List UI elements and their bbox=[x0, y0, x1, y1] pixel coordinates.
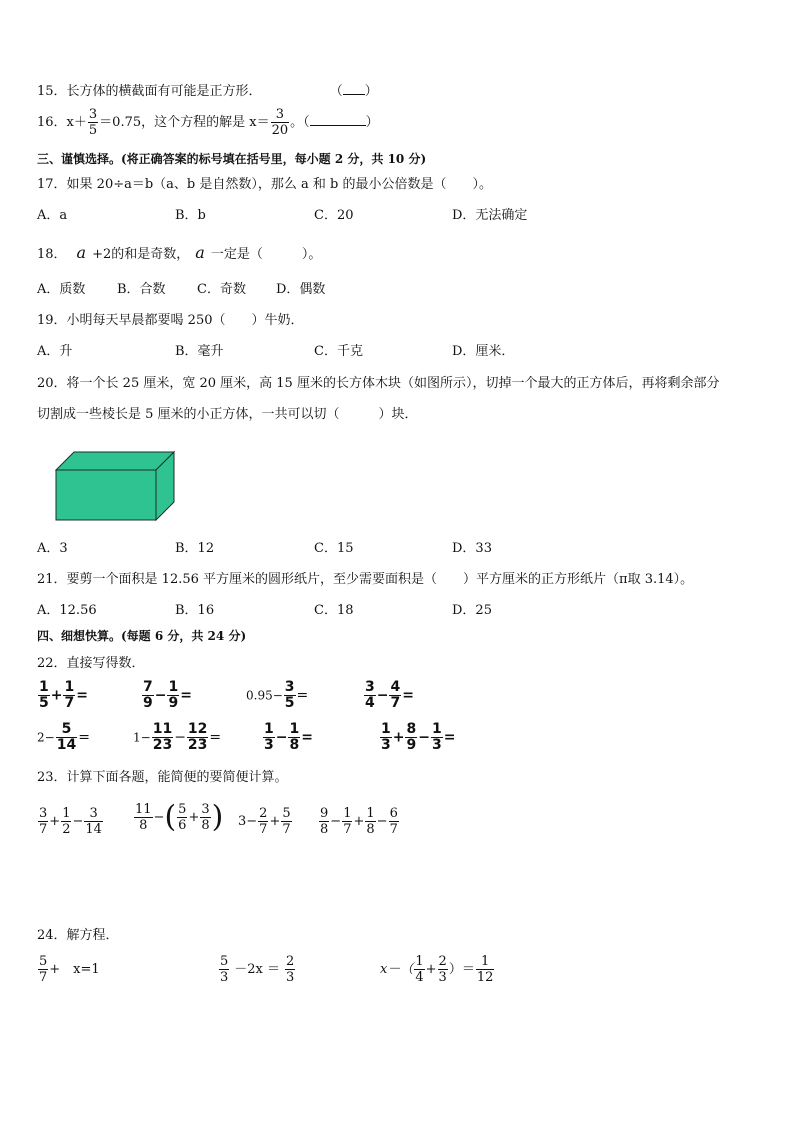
equals-sign: = bbox=[402, 687, 414, 704]
numerator: 3 bbox=[201, 802, 210, 817]
q23-expr-4 bbox=[318, 806, 400, 837]
fraction bbox=[187, 722, 208, 753]
denominator: 14 bbox=[85, 822, 102, 837]
q23-expr-2 bbox=[133, 799, 224, 835]
denominator: 4 bbox=[365, 695, 375, 711]
numerator: 1 bbox=[366, 806, 375, 821]
q18-variable-2: a bbox=[195, 243, 205, 262]
q23-expr-1 bbox=[37, 806, 104, 837]
numerator: 1 bbox=[415, 954, 424, 969]
right-paren-icon: ) bbox=[211, 799, 224, 835]
left-paren-icon: ( bbox=[164, 799, 177, 835]
numerator: 1 bbox=[264, 721, 274, 737]
q21-option-d[interactable]: D．25 bbox=[452, 603, 492, 618]
q16-number: 16． bbox=[37, 115, 67, 130]
operator: − bbox=[376, 814, 388, 829]
numerator: 11 bbox=[135, 802, 152, 817]
denominator: 3 bbox=[381, 737, 391, 753]
equals-sign: = bbox=[209, 729, 222, 746]
denominator: 7 bbox=[389, 822, 398, 837]
denominator: 7 bbox=[39, 822, 48, 837]
q18-variable: a bbox=[76, 243, 87, 262]
q22-item-2 bbox=[141, 680, 192, 711]
denominator: 7 bbox=[282, 822, 291, 837]
q22-item-4 bbox=[363, 680, 414, 711]
denominator: 5 bbox=[284, 695, 295, 711]
question-15 bbox=[37, 83, 378, 101]
fraction bbox=[476, 954, 495, 985]
equation-rest: + x=1 bbox=[49, 962, 100, 977]
denominator: 8 bbox=[320, 822, 329, 837]
fraction bbox=[319, 806, 329, 837]
numerator: 3 bbox=[284, 679, 295, 695]
fraction bbox=[285, 954, 295, 985]
q15-number: 15． bbox=[37, 84, 67, 99]
q20-option-c[interactable]: C．15 bbox=[314, 541, 354, 556]
numerator: 7 bbox=[143, 679, 153, 695]
question-23-stem: 23．计算下面各题，能简便的要简便计算。 bbox=[37, 770, 288, 785]
denominator: 7 bbox=[39, 970, 48, 985]
q22-item-5 bbox=[37, 722, 90, 753]
q23-expr-3 bbox=[238, 806, 293, 837]
expr-start: 2− bbox=[37, 730, 55, 745]
numerator: 1 bbox=[168, 679, 179, 695]
denominator: 7 bbox=[259, 822, 268, 837]
q22-item-6 bbox=[133, 722, 221, 753]
q22-item-7 bbox=[262, 722, 313, 753]
numerator: 3 bbox=[365, 679, 375, 695]
numerator: 3 bbox=[39, 806, 48, 821]
fraction bbox=[342, 806, 352, 837]
q21-option-c[interactable]: C．18 bbox=[314, 603, 354, 618]
section-3-heading: 三、谨慎选择。(将正确答案的标号填在括号里，每小题 2 分，共 10 分) bbox=[37, 152, 427, 166]
numerator: 8 bbox=[406, 721, 417, 737]
numerator: 1 bbox=[62, 806, 71, 821]
fraction bbox=[364, 680, 376, 711]
equals-sign: = bbox=[443, 729, 456, 746]
fraction bbox=[365, 806, 375, 837]
q18-plus-two: +2 bbox=[92, 247, 112, 262]
denominator: 5 bbox=[39, 695, 49, 711]
cuboid-figure bbox=[54, 450, 178, 522]
fraction bbox=[167, 680, 179, 711]
fraction bbox=[431, 722, 443, 753]
denominator: 7 bbox=[390, 695, 401, 711]
equals-sign: = bbox=[78, 729, 90, 746]
question-21-stem: 21．要剪一个面积是 12.56 平方厘米的圆形纸片，至少需要面积是（ ）平方厘米的正方形纸片（π取 3.14）。 bbox=[37, 572, 694, 587]
fraction bbox=[152, 722, 173, 753]
numerator: 5 bbox=[61, 721, 72, 737]
numerator: 3 bbox=[89, 806, 98, 821]
operator: − bbox=[174, 729, 186, 746]
q19-option-b[interactable]: B．毫升 bbox=[175, 344, 224, 359]
q18-number: 18． bbox=[37, 247, 67, 262]
q24-equation-1 bbox=[37, 954, 100, 985]
q15-paren-open: （ bbox=[329, 84, 343, 99]
denominator: 20 bbox=[271, 123, 289, 138]
q24-equation-2 bbox=[218, 954, 296, 985]
equals-sign: = bbox=[76, 687, 88, 704]
fraction bbox=[414, 954, 424, 985]
fraction bbox=[281, 806, 291, 837]
numerator: 2 bbox=[286, 954, 295, 969]
denominator: 7 bbox=[343, 822, 352, 837]
q15-paren-close: ） bbox=[364, 84, 378, 99]
fraction bbox=[258, 806, 268, 837]
operator: + bbox=[269, 814, 281, 829]
equation-middle: －2x ＝ bbox=[234, 962, 281, 977]
equals-sign: = bbox=[301, 729, 313, 746]
q16-text: ＝0.75，这个方程的解是 x＝ bbox=[99, 115, 270, 130]
denominator: 12 bbox=[476, 970, 494, 985]
numerator: 1 bbox=[289, 721, 300, 737]
q15-answer-blank[interactable] bbox=[343, 94, 365, 95]
q22-item-3 bbox=[246, 680, 308, 711]
operator: − bbox=[330, 814, 342, 829]
q21-option-a[interactable]: A．12.56 bbox=[37, 603, 97, 618]
q20-option-a[interactable]: A．3 bbox=[37, 541, 68, 556]
q16-paren-close: ） bbox=[365, 115, 379, 130]
denominator: 9 bbox=[168, 695, 179, 711]
numerator: 3 bbox=[275, 107, 284, 122]
denominator: 8 bbox=[201, 818, 210, 833]
numerator: 1 bbox=[343, 806, 352, 821]
q20-option-b[interactable]: B．12 bbox=[175, 541, 215, 556]
q22-item-1 bbox=[37, 680, 88, 711]
q18-text-2: 一定是（ ）。 bbox=[210, 247, 322, 262]
numerator: 2 bbox=[438, 954, 447, 969]
denominator: 6 bbox=[178, 818, 187, 833]
q24-equation-3 bbox=[380, 954, 495, 985]
q21-option-b[interactable]: B．16 bbox=[175, 603, 215, 618]
denominator: 23 bbox=[152, 737, 173, 753]
cuboid-front-face bbox=[56, 470, 156, 520]
operator: + bbox=[353, 814, 365, 829]
q18-option-a[interactable]: A．质数 bbox=[37, 282, 86, 297]
operator: − bbox=[72, 814, 84, 829]
question-24-stem: 24．解方程． bbox=[37, 928, 119, 943]
q22-item-8 bbox=[379, 722, 455, 753]
fraction bbox=[389, 806, 399, 837]
numerator: 1 bbox=[381, 721, 391, 737]
operator: + bbox=[50, 687, 63, 704]
fraction bbox=[63, 680, 75, 711]
equation-start: x－（ bbox=[380, 962, 414, 977]
operator: + bbox=[392, 729, 405, 746]
fraction bbox=[219, 954, 229, 985]
denominator: 3 bbox=[438, 970, 447, 985]
q19-option-d[interactable]: D．厘米． bbox=[452, 344, 515, 359]
question-20-line-1: 20．将一个长 25 厘米，宽 20 厘米，高 15 厘米的长方体木块（如图所示），切掉一个最大的正方体后，再将剩余部分 bbox=[37, 376, 720, 391]
q16-answer-blank[interactable] bbox=[310, 125, 366, 126]
section-4-heading: 四、细想快算。(每题 6 分，共 24 分) bbox=[37, 629, 247, 643]
fraction bbox=[284, 680, 296, 711]
numerator: 1 bbox=[480, 954, 490, 969]
fraction bbox=[200, 802, 210, 833]
q17-option-c[interactable]: C．20 bbox=[314, 208, 354, 223]
numerator: 5 bbox=[39, 954, 48, 969]
numerator: 5 bbox=[178, 802, 187, 817]
fraction bbox=[438, 954, 448, 985]
q16-expr-start: x＋ bbox=[66, 115, 87, 130]
fraction bbox=[38, 806, 48, 837]
expr-start: 1− bbox=[133, 730, 151, 745]
expr-start: 0.95− bbox=[246, 688, 283, 703]
numerator: 3 bbox=[88, 107, 98, 122]
denominator: 9 bbox=[143, 695, 153, 711]
operator: + bbox=[425, 962, 437, 977]
fraction bbox=[38, 954, 48, 985]
numerator: 12 bbox=[187, 721, 208, 737]
q19-option-c[interactable]: C．千克 bbox=[314, 344, 363, 359]
denominator: 23 bbox=[187, 737, 208, 753]
denominator: 3 bbox=[431, 737, 442, 753]
q16-fraction-2 bbox=[271, 107, 290, 138]
operator: + bbox=[49, 814, 61, 829]
fraction bbox=[288, 722, 300, 753]
denominator: 8 bbox=[289, 737, 300, 753]
numerator: 1 bbox=[64, 679, 75, 695]
operator: + bbox=[188, 810, 200, 825]
fraction bbox=[134, 802, 153, 833]
question-16 bbox=[37, 107, 379, 138]
numerator: 5 bbox=[282, 806, 291, 821]
numerator: 11 bbox=[152, 721, 173, 737]
fraction bbox=[84, 806, 103, 837]
operator: − bbox=[154, 687, 167, 704]
q18-option-c[interactable]: C．奇数 bbox=[197, 282, 246, 297]
equals-sign: = bbox=[180, 687, 192, 704]
numerator: 6 bbox=[389, 806, 398, 821]
denominator: 9 bbox=[406, 737, 417, 753]
cuboid-top-face bbox=[56, 452, 174, 470]
q16-fraction-1 bbox=[88, 107, 98, 138]
denominator: 3 bbox=[264, 737, 274, 753]
numerator: 1 bbox=[39, 679, 49, 695]
denominator: 3 bbox=[220, 970, 229, 985]
numerator: 9 bbox=[320, 806, 329, 821]
equals-sign: = bbox=[296, 687, 309, 704]
fraction bbox=[405, 722, 417, 753]
numerator: 5 bbox=[220, 954, 229, 969]
fraction bbox=[380, 722, 392, 753]
question-20-line-2: 切割成一些棱长是 5 厘米的小正方体，一共可以切（ ）块． bbox=[37, 407, 418, 422]
denominator: 5 bbox=[88, 123, 98, 138]
operator: − bbox=[153, 810, 165, 825]
operator: − bbox=[376, 687, 389, 704]
numerator: 1 bbox=[431, 721, 442, 737]
denominator: 14 bbox=[56, 737, 77, 753]
fraction bbox=[61, 806, 71, 837]
q15-text: 长方体的横截面有可能是正方形． bbox=[66, 84, 262, 99]
numerator: 4 bbox=[390, 679, 401, 695]
q20-option-d[interactable]: D．33 bbox=[452, 541, 492, 556]
q17-option-a[interactable]: A．a bbox=[37, 208, 68, 223]
q18-option-d[interactable]: D．偶数 bbox=[276, 282, 326, 297]
denominator: 7 bbox=[64, 695, 75, 711]
fraction bbox=[56, 722, 77, 753]
fraction bbox=[389, 680, 401, 711]
equation-close: ）＝ bbox=[448, 962, 475, 977]
q16-paren-open: 。（ bbox=[290, 115, 310, 130]
q18-option-b[interactable]: B．合数 bbox=[117, 282, 166, 297]
operator: − bbox=[275, 729, 288, 746]
expr-start: 3− bbox=[238, 814, 258, 829]
fraction bbox=[263, 722, 275, 753]
q19-option-a[interactable]: A．升 bbox=[37, 344, 73, 359]
q17-option-b[interactable]: B．b bbox=[175, 208, 206, 223]
denominator: 8 bbox=[366, 822, 375, 837]
fraction bbox=[38, 680, 50, 711]
denominator: 3 bbox=[286, 970, 295, 985]
operator: − bbox=[418, 729, 430, 746]
numerator: 2 bbox=[259, 806, 268, 821]
fraction bbox=[177, 802, 187, 833]
question-18-stem bbox=[37, 244, 321, 264]
denominator: 8 bbox=[134, 817, 153, 833]
q18-text-1: 的和是奇数， bbox=[111, 247, 190, 262]
question-19-stem: 19．小明每天早晨都要喝 250（ ）牛奶． bbox=[37, 313, 304, 328]
question-22-stem: 22．直接写得数． bbox=[37, 656, 145, 671]
question-17-stem: 17．如果 20÷a＝b（a、b 是自然数），那么 a 和 b 的最小公倍数是（ ）。 bbox=[37, 177, 492, 192]
denominator: 4 bbox=[415, 970, 424, 985]
denominator: 2 bbox=[62, 822, 71, 837]
fraction bbox=[142, 680, 154, 711]
q17-option-d[interactable]: D．无法确定 bbox=[452, 208, 528, 223]
